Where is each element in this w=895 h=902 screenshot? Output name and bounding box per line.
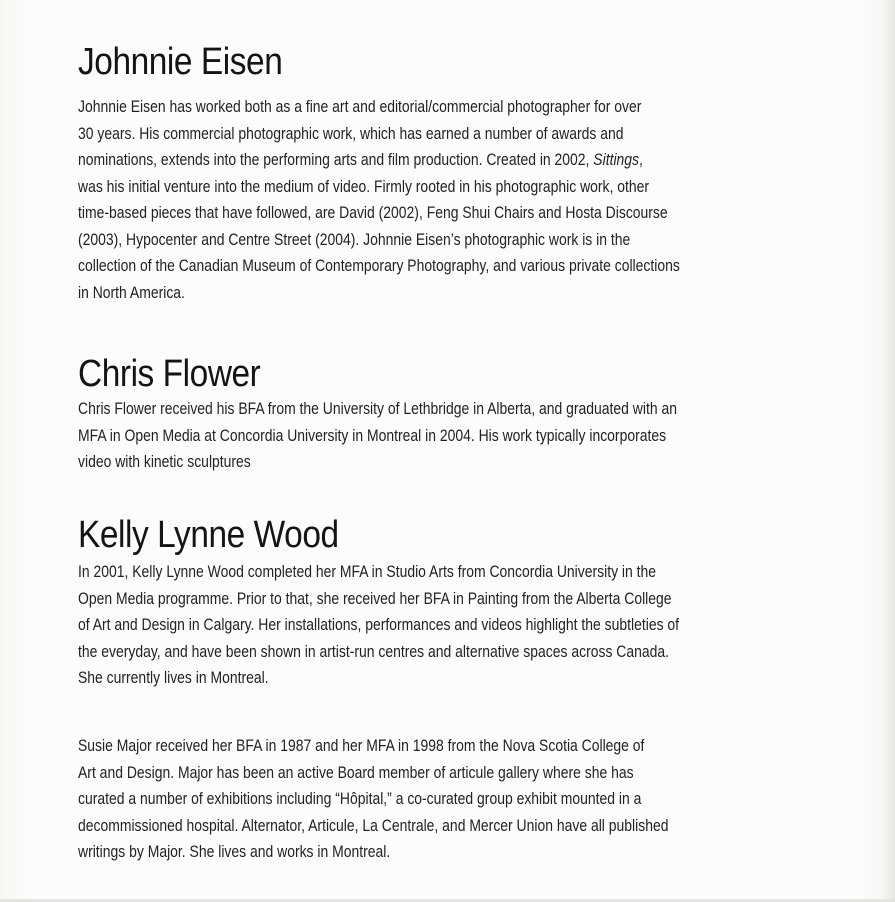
bio-line: Art and Design. Major has been an active Board member of articule gallery where she has (78, 762, 634, 782)
artist-bio (78, 94, 857, 306)
bio-section-susie-major (78, 733, 858, 866)
bio-line: Johnnie Eisen has worked both as a fine art and editorial/commercial photographer for over (78, 97, 642, 116)
bio-line: decommissioned hospital. Alternator, Articule, La Centrale, and Mercer Union have all published (78, 815, 669, 835)
artist-name: Johnnie Eisen (78, 41, 283, 83)
bio-line: video with kinetic sculptures (78, 452, 251, 471)
work-title: Sittings (593, 150, 640, 169)
bio-line: curated a number of exhibitions including “Hôpital,” a co-curated group exhibit mounted in a (78, 789, 642, 808)
bio-line: In 2001, Kelly Lynne Wood completed her MFA in Studio Arts from Concordia University in the (78, 562, 657, 581)
artist-bio (78, 733, 857, 866)
page-edge-shadow (881, 0, 895, 902)
bio-section-johnnie-eisen (78, 40, 858, 306)
bio-line: Open Media programme. Prior to that, she received her BFA in Painting from the Alberta College (78, 588, 672, 608)
bio-section-chris-flower (78, 352, 858, 476)
bio-line: in North America. (78, 282, 185, 302)
bio-line: Chris Flower received his BFA from the University of Lethbridge in Alberta, and graduated with an (78, 399, 677, 418)
bio-line: Susie Major received her BFA in 1987 and her MFA in 1998 from the Nova Scotia College of (78, 736, 645, 755)
bio-line: collection of the Canadian Museum of Contemporary Photography, and various private collections (78, 256, 680, 275)
artist-name: Chris Flower (78, 353, 261, 395)
bio-line: time-based pieces that have followed, are David (2002), Feng Shui Chairs and Hosta Discourse (78, 203, 668, 222)
artist-name: Kelly Lynne Wood (78, 514, 339, 556)
bio-line: 30 years. His commercial photographic work, which has earned a number of awards and (78, 123, 624, 143)
bio-line: (2003), Hypocenter and Centre Street (2004). Johnnie Eisen’s photographic work is in the (78, 229, 631, 249)
bio-line: MFA in Open Media at Concordia University in Montreal in 2004. His work typically incorporates (78, 425, 667, 445)
bio-line: She currently lives in Montreal. (78, 668, 269, 687)
bio-section-kelly-lynne-wood (78, 513, 858, 692)
bio-line: the everyday, and have been shown in artist-run centres and alternative spaces across Canada. (78, 641, 669, 661)
artist-bio (78, 396, 857, 476)
artist-bio (78, 559, 857, 692)
bio-line: writings by Major. She lives and works in Montreal. (78, 842, 391, 861)
bio-line: nominations, extends into the performing arts and film production. Created in 2002, Sittings, (78, 150, 643, 169)
bio-line: was his initial venture into the medium of video. Firmly rooted in his photographic work, other (78, 176, 650, 196)
bio-line: of Art and Design in Calgary. Her installations, performances and videos highlight the subtleties of (78, 615, 680, 634)
